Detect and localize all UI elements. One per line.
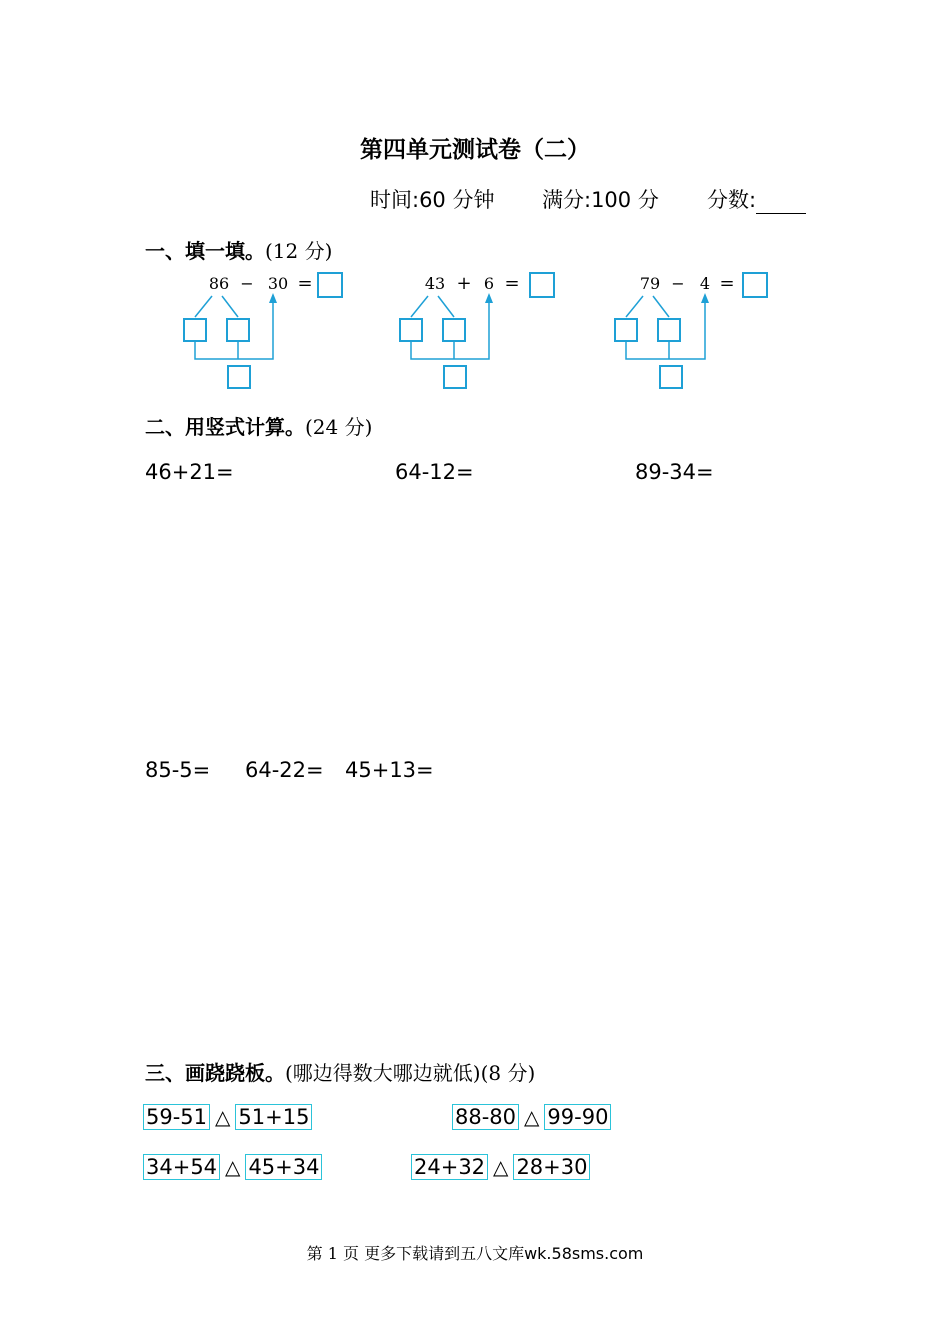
diagram-3 xyxy=(615,273,767,388)
calc-item: 45+13= xyxy=(345,758,434,782)
diagram-1-part-box-right[interactable] xyxy=(227,319,249,341)
seesaw-pair xyxy=(411,1155,590,1179)
section3-points: (哪边得数大哪边就低)(8 分) xyxy=(285,1061,536,1085)
calc-item: 46+21= xyxy=(145,460,234,484)
seesaw-pair xyxy=(143,1155,322,1179)
diagram-2-arrow-icon xyxy=(485,293,493,303)
diagram-2 xyxy=(400,273,554,388)
seesaw-pair xyxy=(452,1105,611,1129)
score-blank[interactable] xyxy=(756,191,806,214)
decomposition-diagrams xyxy=(0,265,950,395)
calc-item: 64-22= xyxy=(245,758,324,782)
page-title: 第四单元测试卷（二） xyxy=(360,136,590,163)
diagram-3-op: − xyxy=(671,274,685,293)
diagram-1-eq: = xyxy=(297,273,313,294)
calc-item: 89-34= xyxy=(635,460,714,484)
section3-title: 三、画跷跷板。 xyxy=(145,1061,285,1085)
section2-points: (24 分) xyxy=(305,415,373,439)
full-score-label: 满分:100 分 xyxy=(542,188,659,212)
diagram-2-answer-box[interactable] xyxy=(530,273,554,297)
triangle-icon: △ xyxy=(215,1105,231,1129)
diagram-2-op: + xyxy=(456,273,472,294)
diagram-3-a: 79 xyxy=(639,274,661,293)
diagram-1-arrow-icon xyxy=(269,293,277,303)
section1-heading xyxy=(145,235,332,264)
diagram-3-part-box-right[interactable] xyxy=(658,319,680,341)
score-field xyxy=(707,184,806,214)
diagram-3-answer-box[interactable] xyxy=(743,273,767,297)
diagram-3-sum-box[interactable] xyxy=(660,366,682,388)
seesaw-left: 24+32 xyxy=(411,1154,488,1180)
seesaw-right: 28+30 xyxy=(513,1154,590,1180)
diagram-2-part-box-left[interactable] xyxy=(400,319,422,341)
site-url[interactable]: wk.58sms.com xyxy=(524,1244,644,1263)
diagram-3-eq: = xyxy=(719,273,735,294)
seesaw-left: 34+54 xyxy=(143,1154,220,1180)
section2-title: 二、用竖式计算。 xyxy=(145,415,305,439)
time-label: 时间:60 分钟 xyxy=(370,188,495,212)
download-note: 更多下载请到五八文库 xyxy=(364,1244,525,1263)
diagram-1-a: 86 xyxy=(208,274,230,293)
diagram-3-b: 4 xyxy=(699,274,711,293)
seesaw-right: 51+15 xyxy=(235,1104,312,1130)
calc-item: 85-5= xyxy=(145,758,211,782)
triangle-icon: △ xyxy=(225,1155,241,1179)
seesaw-pair xyxy=(143,1105,312,1129)
score-label: 分数: xyxy=(707,188,757,212)
diagram-3-arrow-icon xyxy=(701,293,709,303)
seesaw-left: 88-80 xyxy=(452,1104,519,1130)
diagram-3-part-box-left[interactable] xyxy=(615,319,637,341)
diagram-1-b: 30 xyxy=(267,274,289,293)
section1-title: 一、填一填。 xyxy=(145,239,265,263)
triangle-icon: △ xyxy=(493,1155,509,1179)
seesaw-right: 99-90 xyxy=(544,1104,611,1130)
section1-points: (12 分) xyxy=(265,239,333,263)
diagram-2-a: 43 xyxy=(424,274,446,293)
section2-heading xyxy=(145,411,372,440)
seesaw-left: 59-51 xyxy=(143,1104,210,1130)
triangle-icon: △ xyxy=(524,1105,540,1129)
page-footer xyxy=(0,1241,950,1264)
section3-heading xyxy=(145,1057,535,1086)
diagram-1-sum-box[interactable] xyxy=(228,366,250,388)
diagram-2-eq: = xyxy=(504,273,520,294)
diagram-2-sum-box[interactable] xyxy=(444,366,466,388)
diagram-1-answer-box[interactable] xyxy=(318,273,342,297)
page-number: 第 1 页 xyxy=(306,1244,359,1263)
diagram-1 xyxy=(184,273,342,388)
seesaw-right: 45+34 xyxy=(245,1154,322,1180)
calc-item: 64-12= xyxy=(395,460,474,484)
diagram-2-b: 6 xyxy=(483,274,495,293)
diagram-1-op: − xyxy=(240,274,254,293)
diagram-1-part-box-left[interactable] xyxy=(184,319,206,341)
diagram-2-part-box-right[interactable] xyxy=(443,319,465,341)
